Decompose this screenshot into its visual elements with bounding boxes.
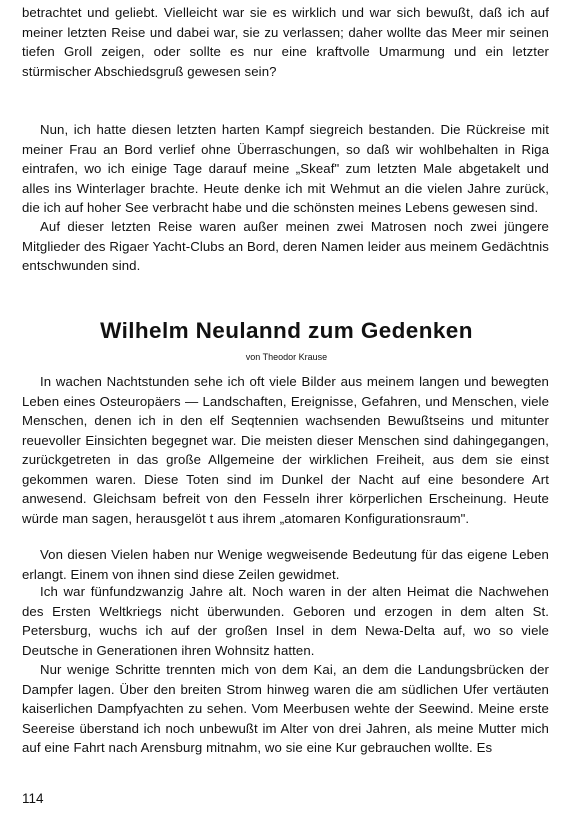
article-paragraph: In wachen Nachtstunden sehe ich oft viele Bilder aus meinem langen und bewegten Leben eines Osteuropäers — Landschaften, Ereignisse, Gefahren, und Menschen, viele Menschen, denen ich in den elf Seqtennien wachsenden Bewußtseins und mitunter reuevoller Einsichten begegnet war. Die meisten dieser Menschen sind dahingegangen, zurückgetreten in das große Allgemeine der wirklichen Freiheit, aus dem sie einst gekommen waren. Diese Toten sind im Dunkel der Nacht auf eine besondere Art anwesend. Gleichsam befreit von den Fesseln ihrer körperlichen Erscheinung. Heute würde man sagen, herausgelöt t aus ihrem „atomaren Konfigurationsraum". [22,374,549,526]
previous-article-paragraph: Auf dieser letzten Reise waren außer meinen zwei Matrosen noch zwei jüngere Mitglieder des Rigaer Yacht-Clubs an Bord, deren Namen leider aus meinem Gedächtnis entschwunden sind. [22,219,549,273]
previous-article-paragraph-continuation: betrachtet und geliebt. Vielleicht war sie es wirklich und war sich bewußt, daß ich auf meiner letzten Reise und dabei war, sie zu verlassen; daher wollte das Meer mir seinen tiefen Groll zeigen, oder sollte es nur eine kraftvolle Umarmung und ein letzter stürmischer Abschiedsgruß gewesen sein? [22,5,549,79]
article-paragraph: Von diesen Vielen haben nur Wenige wegweisende Bedeutung für das eigene Leben erlangt. Einem von ihnen sind diese Zeilen gewidmet. [22,547,549,582]
article-title: Wilhelm Neulannd zum Gedenken [100,318,473,343]
article-paragraph: Nur wenige Schritte trennten mich von dem Kai, an dem die Landungsbrücken der Dampfer lagen. Über den breiten Strom hinweg waren die am südlichen Ufer vertäuten kaiserlichen Dampfyachten zu sehen. Vom Meerbusen wehte der Seewind. Meine erste Seereise überstand ich noch unbewußt im Alter von drei Jahren, als meine Mutter mich auf eine Fahrt nach Arensburg mitnahm, wo sie eine Kur gebrauchen wollte. Es [22,662,549,755]
article-byline: von Theodor Krause [245,352,328,362]
page-number: 114 [22,791,44,806]
article-paragraph: Ich war fünfundzwanzig Jahre alt. Noch waren in der alten Heimat die Nachwehen des Ersten Weltkriegs nicht überwunden. Geboren und erzogen in dem alten St. Petersburg, wuchs ich auf der großen Insel in dem Newa-Delta auf, wo so viele Deutsche in Generationen ihren Wohnsitz hatten. [22,584,549,658]
previous-article-paragraph: Nun, ich hatte diesen letzten harten Kampf siegreich bestanden. Die Rückreise mit meiner Frau an Bord verlief ohne Überraschungen, so daß wir wohlbehalten in Riga eintrafen, wo ich einige Tage darauf meine „Skeaf" zum letzten Male abgetakelt und alles ins Winterlager brachte. Heute denke ich mit Wehmut an die vielen Jahre zurück, die ich auf hoher See verbracht habe und die schönsten meines Lebens gewesen sind. [22,122,549,215]
